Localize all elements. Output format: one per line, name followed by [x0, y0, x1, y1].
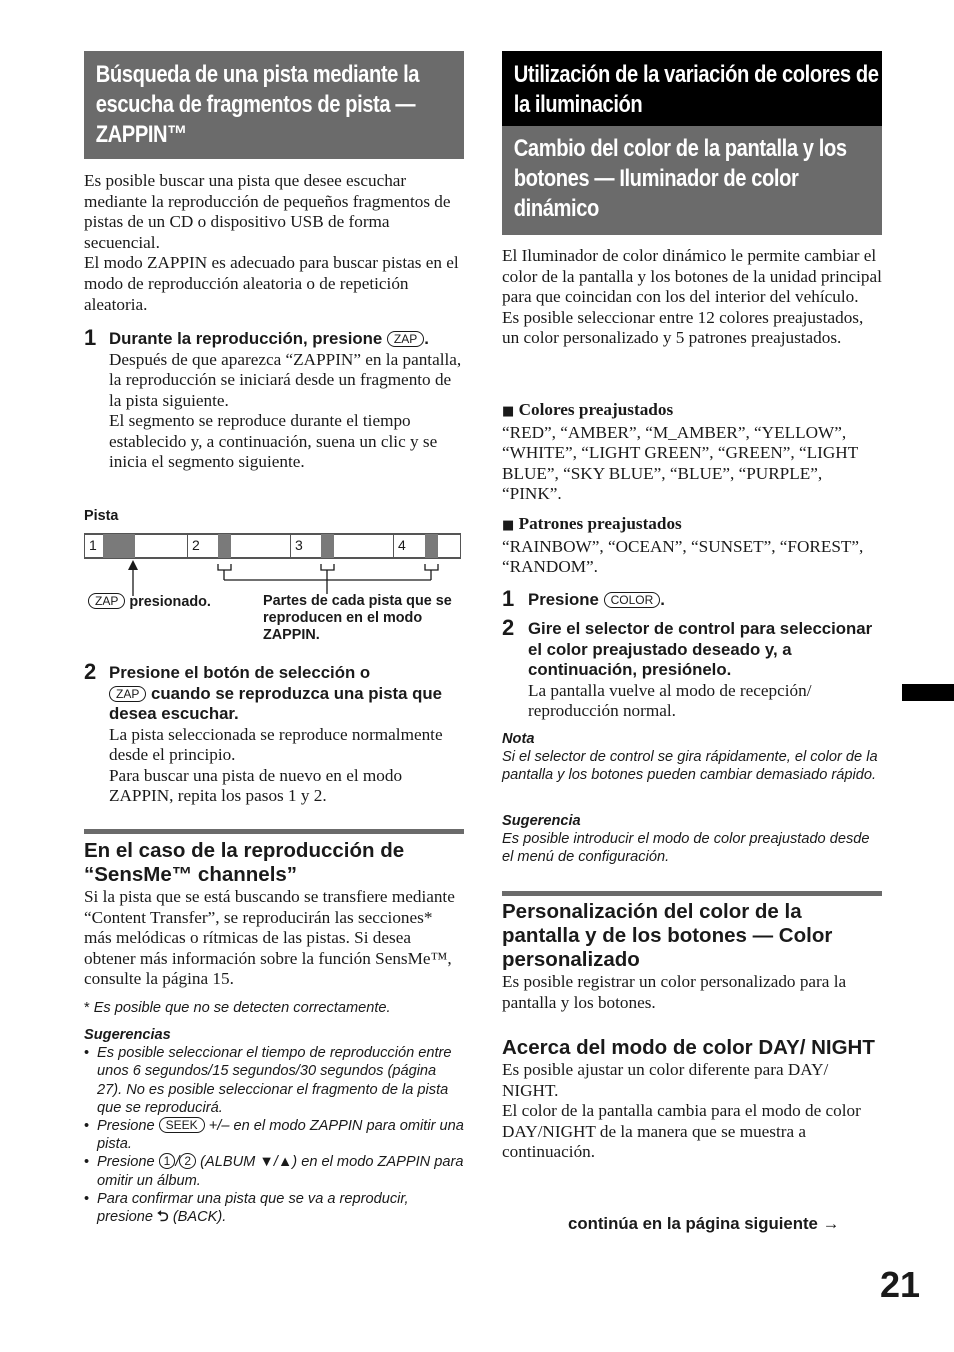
zappin-intro-p2: El modo ZAPPIN es adecuado para buscar pistas en el modo de reproducción aleatoria o de repetición aleatoria. — [84, 253, 459, 314]
dynamic-color-title: Cambio del color de la pantalla y los botones — Iluminador de color dinámico — [513, 135, 847, 222]
note-label: Nota — [502, 731, 535, 747]
tip-text: +/– en el modo ZAPPIN para omitir una pista. — [97, 1117, 464, 1153]
sensme-body: Si la pista que se está buscando se transfiere mediante “Content Transfer”, se reproducirán las secciones* más melódicas o rítmicas de las pistas. Si desea obtener más información sobre la función SensMe™, consulte la página 15. — [84, 887, 455, 989]
preset-colors-list: “RED”, “AMBER”, “M_AMBER”, “YELLOW”, “WHITE”, “LIGHT GREEN”, “GREEN”, “LIGHT BLUE”, “SKY BLUE”, “BLUE”, “PURPLE”, “PINK”. — [502, 422, 858, 504]
zappin-step-1 — [109, 329, 465, 473]
diagram-connectors — [84, 558, 464, 598]
custom-color-section — [502, 900, 882, 1013]
step-heading: Durante la reproducción, presione ZAP . — [109, 329, 429, 348]
step-body: La pantalla vuelve al modo de recepción/ reproducción normal. — [528, 680, 812, 721]
step-body-p1: Después de que aparezca “ZAPPIN” en la pantalla, la reproducción se iniciará desde un fragmento de la pista siguiente. — [109, 349, 462, 410]
custom-color-heading: Personalización del color de la pantalla y de los botones — Color personalizado — [502, 900, 833, 971]
step-number: 2 — [84, 659, 97, 684]
color-key: COLOR — [604, 592, 661, 608]
track-box-3 — [290, 534, 394, 558]
list-item — [84, 1044, 464, 1117]
section-tab-marker — [902, 684, 954, 701]
step-heading-text: Presione — [528, 590, 599, 609]
track-number: 2 — [192, 537, 200, 553]
track-box-1 — [84, 534, 188, 558]
tip-label: Sugerencia — [502, 813, 581, 829]
section-rule — [84, 829, 464, 834]
daynight-body-p2: El color de la pantalla cambia para el modo de color DAY/NIGHT de la manera que se muestra a continuación. — [502, 1101, 861, 1162]
custom-color-body: Es posible registrar un color personalizado para la pantalla y los botones. — [502, 972, 847, 1012]
step-heading — [528, 590, 884, 611]
zappin-intro — [84, 171, 464, 315]
intro-p1: El Iluminador de color dinámico le permite cambiar el color de la pantalla y los botones de la unidad principal para que coincidan con los del interior del vehículo. — [502, 246, 882, 307]
fragment-2 — [218, 534, 231, 558]
back-icon: ⮌ — [157, 1208, 169, 1225]
continue-note — [568, 1214, 884, 1234]
color-step-1 — [528, 590, 884, 611]
sensme-tips-label: Sugerencias — [84, 1027, 171, 1044]
step-body-p2: El segmento se reproduce durante el tiempo establecido y, a continuación, suena un clic y se inicia el segmento siguiente. — [109, 411, 438, 472]
illumination-title: Utilización de la variación de colores de la iluminación — [513, 61, 879, 118]
bracket-4 — [425, 564, 438, 570]
step-heading-text: Presione el botón de selección o — [109, 663, 371, 682]
square-bullet-icon: ■ — [502, 518, 515, 533]
track-number: 4 — [398, 537, 406, 553]
section-rule — [502, 891, 882, 896]
tip-text: (BACK). — [172, 1209, 227, 1225]
sensme-footnote — [84, 999, 464, 1017]
step-number: 1 — [84, 325, 97, 350]
diagram-parts-caption: Partes de cada pista que se reproducen en el modo ZAPPIN. — [263, 593, 452, 643]
tip-text: (ALBUM ▼/▲) en el modo ZAPPIN para omitir un álbum. — [97, 1154, 464, 1189]
tip-sep: / — [175, 1154, 180, 1171]
footnote-text: Es posible que no se detecten correctamente. — [93, 999, 391, 1016]
fragment-4 — [425, 534, 438, 558]
illumination-banner — [502, 51, 882, 126]
diagram-track-label: Pista — [84, 508, 119, 524]
square-bullet-icon: ■ — [502, 404, 515, 419]
page-number: 21 — [879, 1264, 920, 1305]
arrow-right-icon: → — [822, 1214, 840, 1233]
step-heading-end: . — [660, 590, 665, 609]
zap-key: ZAP — [88, 593, 125, 609]
pressed-arrow-head — [128, 560, 138, 570]
tip-text: Para confirmar una pista que se va a reproducir, presione — [97, 1190, 409, 1225]
footnote-mark: * — [84, 999, 90, 1016]
key-2: 2 — [179, 1153, 196, 1169]
color-step-2 — [528, 619, 884, 722]
diagram-pressed-caption — [88, 593, 211, 611]
tip-text: Presione — [97, 1154, 155, 1171]
preset-patterns-title — [502, 514, 882, 537]
step-heading — [109, 663, 465, 725]
list-item — [84, 1117, 464, 1153]
sensme-section — [84, 839, 464, 1226]
intro-p2: Es posible seleccionar entre 12 colores preajustados, un color personalizado y 5 patrones preajustados. — [502, 307, 864, 348]
sensme-heading: En el caso de la reproducción de “SensMe™ channels” — [84, 839, 405, 886]
zap-key: ZAP — [387, 331, 424, 347]
list-item — [84, 1153, 464, 1189]
fragment-3 — [321, 534, 334, 558]
step-heading-text-2: cuando se reproduzca una pista que desea escuchar. — [109, 683, 442, 723]
key-1: 1 — [159, 1153, 176, 1169]
zappin-step-2 — [109, 663, 465, 807]
step-body-p1: La pista seleccionada se reproduce normalmente desde el principio. — [109, 724, 443, 765]
zappin-banner — [84, 51, 464, 159]
daynight-body-p1: Es posible ajustar un color diferente para DAY/ NIGHT. — [502, 1060, 829, 1100]
fragment-1 — [103, 534, 135, 558]
track-box-2 — [187, 534, 291, 558]
preset-colors-label: Colores preajustados — [518, 400, 674, 419]
dynamic-color-intro — [502, 246, 882, 349]
zappin-title: Búsqueda de una pista mediante la escucha de fragmentos de pista — ZAPPIN™ — [95, 61, 420, 148]
step-number: 2 — [502, 615, 515, 640]
step-number: 1 — [502, 586, 515, 611]
seek-key: SEEK — [159, 1117, 205, 1133]
tip-text: Es posible seleccionar el tiempo de reproducción entre unos 6 segundos/15 segundos/30 segundos (página 27). No es posible seleccionar el fragmento de la pista que se reproducirá. — [97, 1045, 452, 1116]
zappin-intro-p1: Es posible buscar una pista que desee escuchar mediante la reproducción de pequeños fragmentos de pistas de un CD o dispositivo USB de forma secuencial. — [84, 171, 451, 252]
step-body-p2: Para buscar una pista de nuevo en el modo ZAPPIN, repita los pasos 1 y 2. — [109, 765, 403, 806]
preset-patterns-label: Patrones preajustados — [518, 514, 682, 533]
bracket-3 — [321, 564, 334, 570]
daynight-section — [502, 1036, 882, 1163]
note-text: Si el selector de control se gira rápidamente, el color de la pantalla y los botones pueden cambiar demasiado rápido. — [502, 749, 878, 784]
step-heading-text: Durante la reproducción, presione — [109, 329, 383, 348]
continue-text: continúa en la página siguiente — [568, 1214, 818, 1233]
step-heading: Gire el selector de control para seleccionar el color preajustado deseado y, a continuación, presiónelo. — [528, 619, 873, 679]
tip-text: Presione — [97, 1117, 155, 1134]
sensme-tips-list — [84, 1044, 464, 1226]
tip-text: Es posible introducir el modo de color preajustado desde el menú de configuración. — [502, 831, 870, 866]
preset-colors-title — [502, 400, 882, 423]
preset-patterns-list: “RAINBOW”, “OCEAN”, “SUNSET”, “FOREST”, “RANDOM”. — [502, 536, 864, 577]
tip-block — [502, 812, 882, 866]
track-number: 3 — [295, 537, 303, 553]
daynight-heading: Acerca del modo de color DAY/ NIGHT — [502, 1036, 875, 1059]
preset-patterns — [502, 514, 882, 578]
list-item — [84, 1190, 464, 1226]
bracket-2 — [218, 564, 231, 570]
zap-key: ZAP — [109, 686, 146, 702]
note-block — [502, 730, 882, 784]
track-number: 1 — [89, 537, 97, 553]
preset-colors — [502, 400, 882, 505]
pressed-label: presionado. — [129, 594, 211, 610]
dynamic-color-banner — [502, 126, 882, 235]
